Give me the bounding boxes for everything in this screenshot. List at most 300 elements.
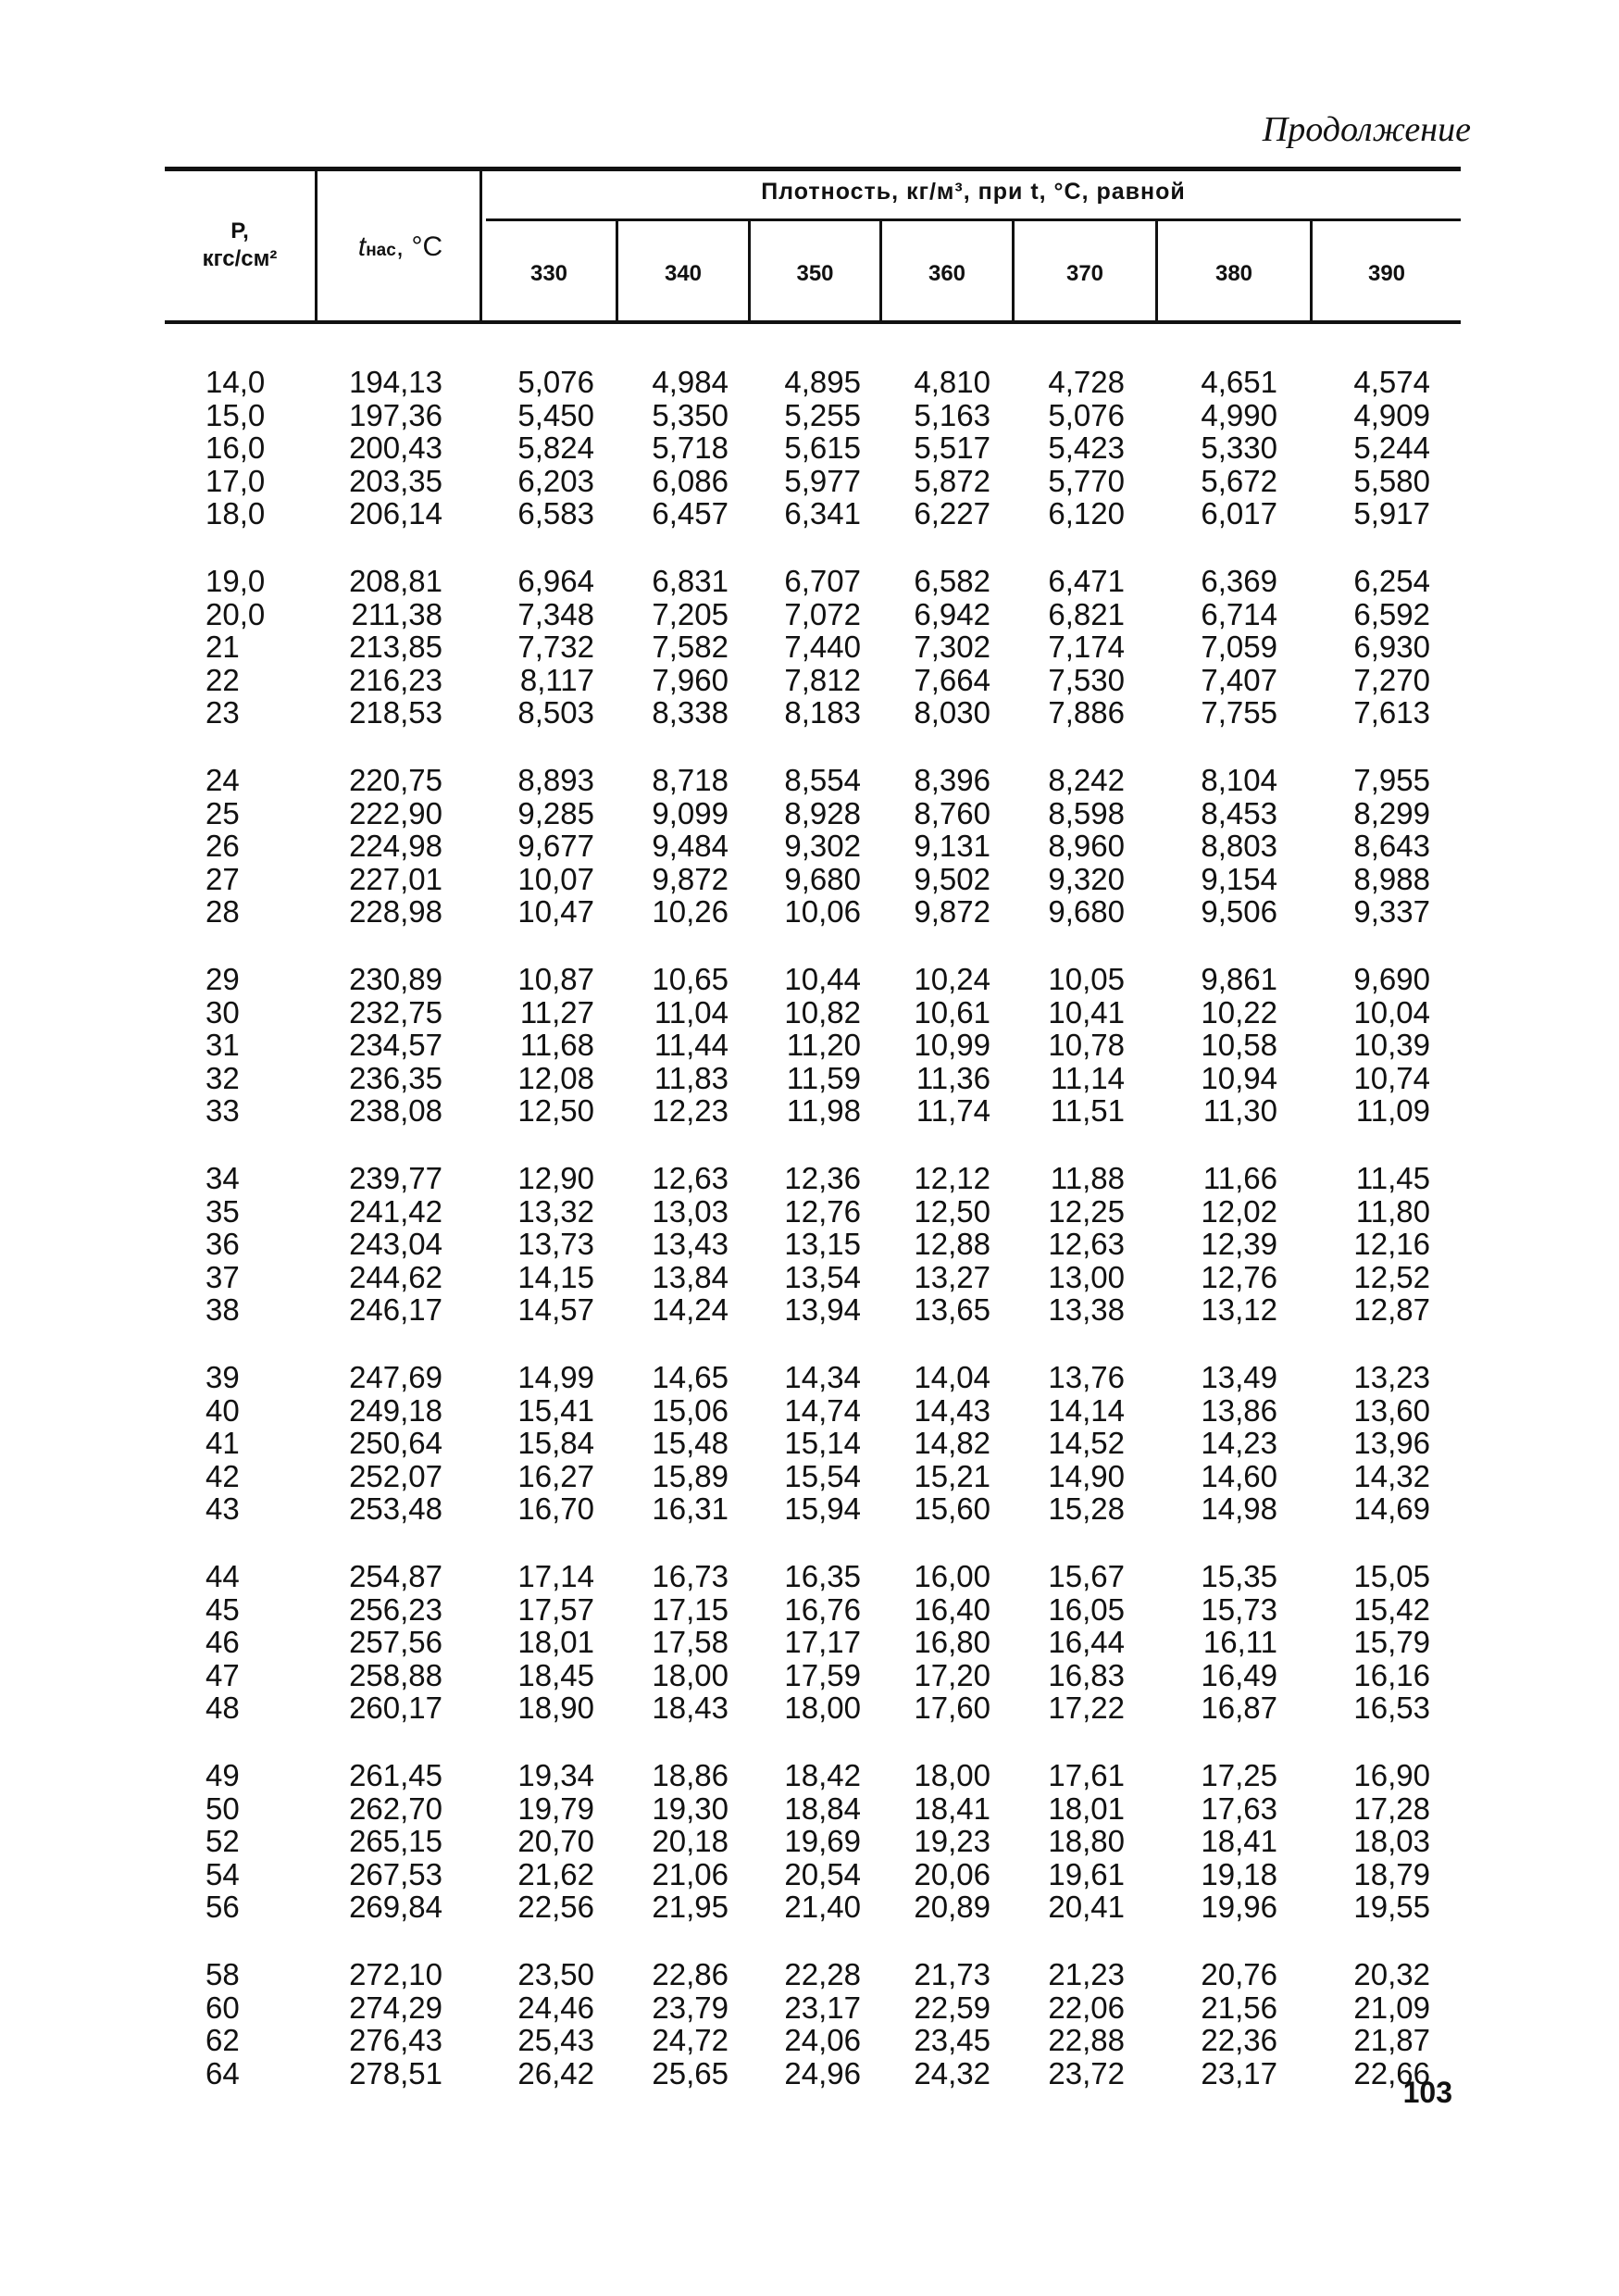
- density-cell: 21,23: [1048, 1957, 1125, 1991]
- density-cell: 5,770: [1048, 463, 1125, 498]
- density-cell: 5,718: [652, 430, 729, 465]
- density-cell: 7,348: [517, 596, 594, 631]
- saturation-temperature-cell: 252,07: [349, 1458, 442, 1493]
- pressure-cell: 46: [205, 1625, 240, 1659]
- density-cell: 13,54: [784, 1259, 861, 1294]
- density-cell: 11,66: [1202, 1161, 1277, 1195]
- density-cell: 17,61: [1048, 1758, 1125, 1792]
- pressure-unit: кгс/см²: [202, 246, 278, 271]
- density-cell: 14,32: [1353, 1458, 1430, 1493]
- density-cell: 18,79: [1353, 1856, 1430, 1891]
- density-cell: 22,86: [652, 1957, 729, 1991]
- pressure-cell: 45: [205, 1591, 240, 1627]
- density-cell: 7,755: [1201, 695, 1277, 730]
- saturation-temperature-cell: 220,75: [349, 763, 442, 797]
- density-cell: 6,583: [517, 496, 594, 530]
- density-cell: 18,42: [784, 1758, 861, 1792]
- density-cell: 24,96: [784, 2055, 861, 2090]
- saturation-temperature-cell: 272,10: [349, 1957, 442, 1991]
- density-cell: 8,030: [914, 695, 990, 730]
- density-cell: 18,01: [517, 1625, 594, 1659]
- density-cell: 4,810: [914, 365, 990, 399]
- pressure-cell: 62: [205, 2023, 240, 2057]
- density-cell: 22,88: [1048, 2023, 1125, 2057]
- saturation-temperature-cell: 227,01: [349, 861, 442, 896]
- density-cell: 12,50: [914, 1193, 990, 1229]
- density-cell: 10,74: [1353, 1060, 1430, 1095]
- density-cell: 12,12: [914, 1161, 990, 1195]
- density-cell: 6,227: [914, 496, 990, 530]
- density-cell: 14,57: [517, 1292, 594, 1327]
- density-cell: 10,99: [914, 1028, 990, 1062]
- density-cell: 18,45: [517, 1657, 594, 1692]
- density-cell: 4,990: [1201, 397, 1277, 432]
- density-cell: 13,23: [1353, 1360, 1430, 1394]
- saturation-temperature-cell: 239,77: [349, 1161, 442, 1195]
- density-cell: 6,120: [1048, 496, 1125, 530]
- density-cell: 15,42: [1353, 1591, 1430, 1627]
- density-cell: 10,94: [1201, 1060, 1277, 1095]
- pressure-cell: 58: [205, 1957, 240, 1991]
- density-cell: 10,04: [1353, 994, 1430, 1029]
- density-cell: 25,43: [517, 2023, 594, 2057]
- density-cell: 22,56: [517, 1890, 594, 1924]
- density-cell: 5,450: [517, 397, 594, 432]
- temperature-header: 330: [529, 261, 568, 286]
- density-cell: 16,80: [914, 1625, 990, 1659]
- density-cell: 14,99: [517, 1360, 594, 1394]
- density-cell: 14,24: [652, 1292, 729, 1327]
- saturation-temperature-cell: 267,53: [349, 1856, 442, 1891]
- density-cell: 18,80: [1048, 1824, 1125, 1858]
- density-cell: 16,90: [1353, 1758, 1430, 1792]
- density-cell: 4,574: [1353, 365, 1430, 399]
- density-cell: 22,59: [914, 1990, 990, 2025]
- temperature-header: 380: [1214, 261, 1253, 286]
- density-cell: 8,183: [784, 695, 861, 730]
- density-cell: 17,28: [1353, 1791, 1430, 1826]
- density-cell: 9,861: [1201, 962, 1277, 996]
- density-cell: 16,40: [914, 1591, 990, 1627]
- density-cell: 8,643: [1353, 829, 1430, 863]
- saturation-temperature-cell: 241,42: [349, 1193, 442, 1229]
- density-cell: 6,964: [517, 564, 594, 598]
- pressure-cell: 50: [205, 1791, 240, 1826]
- density-cell: 8,453: [1201, 795, 1277, 830]
- pressure-cell: 49: [205, 1758, 240, 1792]
- density-cell: 19,69: [784, 1824, 861, 1858]
- saturation-temperature-cell: 200,43: [349, 430, 442, 465]
- density-cell: 19,55: [1353, 1890, 1430, 1924]
- density-cell: 15,54: [784, 1458, 861, 1493]
- density-cell: 14,98: [1201, 1491, 1277, 1526]
- density-cell: 13,15: [784, 1227, 861, 1261]
- density-cell: 11,59: [786, 1060, 861, 1095]
- density-cell: 10,44: [784, 962, 861, 996]
- density-cell: 19,61: [1048, 1856, 1125, 1891]
- density-cell: 19,96: [1201, 1890, 1277, 1924]
- saturation-temperature-cell: 228,98: [349, 894, 442, 929]
- pressure-cell: 44: [205, 1559, 240, 1593]
- density-cell: 13,84: [652, 1259, 729, 1294]
- pressure-cell: 64: [205, 2055, 240, 2090]
- pressure-cell: 42: [205, 1458, 240, 1493]
- saturation-temperature-cell: 194,13: [349, 365, 442, 399]
- density-cell: 23,79: [652, 1990, 729, 2025]
- density-cell: 13,73: [517, 1227, 594, 1261]
- density-cell: 7,072: [784, 596, 861, 631]
- density-cell: 15,89: [652, 1458, 729, 1493]
- pressure-cell: 35: [205, 1193, 240, 1229]
- density-cell: 12,90: [517, 1161, 594, 1195]
- density-cell: 16,73: [652, 1559, 729, 1593]
- density-cell: 23,50: [517, 1957, 594, 1991]
- density-cell: 24,32: [914, 2055, 990, 2090]
- density-cell: 8,893: [517, 763, 594, 797]
- pressure-cell: 19,0: [205, 564, 266, 598]
- density-cell: 5,824: [517, 430, 594, 465]
- density-cell: 23,45: [914, 2023, 990, 2057]
- saturation-temperature-cell: 213,85: [349, 630, 442, 664]
- saturation-temperature-cell: 250,64: [349, 1426, 442, 1460]
- page-number: 103: [1402, 2076, 1452, 2109]
- density-cell: 21,95: [652, 1890, 729, 1924]
- density-cell: 8,803: [1201, 829, 1277, 863]
- density-cell: 8,104: [1201, 763, 1277, 797]
- density-cell: 12,87: [1353, 1292, 1430, 1327]
- density-cell: 13,76: [1048, 1360, 1125, 1394]
- density-cell: 16,35: [784, 1559, 861, 1593]
- density-cell: 18,00: [914, 1758, 990, 1792]
- density-cell: 14,52: [1048, 1426, 1125, 1460]
- density-cell: 12,02: [1201, 1193, 1277, 1229]
- tsat-subscript: нас: [366, 241, 396, 260]
- density-cell: 13,00: [1048, 1259, 1125, 1294]
- density-cell: 5,917: [1353, 496, 1430, 530]
- density-cell: 11,20: [786, 1028, 861, 1062]
- density-cell: 26,42: [517, 2055, 594, 2090]
- density-cell: 12,63: [1048, 1227, 1125, 1261]
- density-cell: 15,41: [517, 1392, 594, 1428]
- density-cell: 18,41: [1201, 1824, 1277, 1858]
- density-cell: 10,26: [652, 894, 729, 929]
- saturation-temperature-cell: 258,88: [349, 1657, 442, 1692]
- pressure-cell: 33: [205, 1093, 240, 1128]
- density-cell: 14,34: [784, 1360, 861, 1394]
- density-cell: 12,88: [914, 1227, 990, 1261]
- pressure-cell: 34: [205, 1161, 240, 1195]
- density-cell: 8,396: [914, 763, 990, 797]
- density-cell: 12,50: [517, 1093, 594, 1128]
- density-cell: 17,20: [914, 1657, 990, 1692]
- density-cell: 16,49: [1201, 1657, 1277, 1692]
- density-cell: 6,821: [1048, 596, 1125, 631]
- density-cell: 24,72: [652, 2023, 729, 2057]
- pressure-cell: 31: [205, 1028, 240, 1062]
- density-cell: 13,65: [914, 1292, 990, 1327]
- density-cell: 7,530: [1048, 662, 1125, 697]
- density-cell: 5,244: [1353, 430, 1430, 465]
- density-cell: 13,03: [652, 1193, 729, 1229]
- density-cell: 16,83: [1048, 1657, 1125, 1692]
- density-cell: 9,320: [1048, 861, 1125, 896]
- saturation-temperature-header: [319, 231, 481, 263]
- density-cell: 8,242: [1048, 763, 1125, 797]
- density-cell: 18,86: [652, 1758, 729, 1792]
- pressure-cell: 26: [205, 829, 240, 863]
- density-cell: 6,471: [1048, 564, 1125, 598]
- density-cell: 14,60: [1201, 1458, 1277, 1493]
- density-cell: 17,63: [1201, 1791, 1277, 1826]
- density-cell: 10,22: [1201, 994, 1277, 1029]
- density-cell: 24,06: [784, 2023, 861, 2057]
- pressure-cell: 18,0: [205, 496, 266, 530]
- density-cell: 7,440: [784, 630, 861, 664]
- density-cell: 5,350: [652, 397, 729, 432]
- saturation-temperature-cell: 249,18: [349, 1392, 442, 1428]
- pressure-cell: 56: [205, 1890, 240, 1924]
- saturation-temperature-cell: 218,53: [349, 695, 442, 730]
- density-cell: 6,017: [1201, 496, 1277, 530]
- density-cell: 6,831: [652, 564, 729, 598]
- density-cell: 5,330: [1201, 430, 1277, 465]
- density-cell: 21,73: [914, 1957, 990, 1991]
- pressure-cell: 36: [205, 1227, 240, 1261]
- density-cell: 10,47: [517, 894, 594, 929]
- density-cell: 11,09: [1355, 1093, 1430, 1128]
- density-cell: 8,503: [517, 695, 594, 730]
- density-cell: 20,18: [652, 1824, 729, 1858]
- density-cell: 15,21: [914, 1458, 990, 1493]
- density-cell: 12,39: [1201, 1227, 1277, 1261]
- density-cell: 9,131: [914, 829, 990, 863]
- density-cell: 21,06: [652, 1856, 729, 1891]
- density-cell: 7,812: [784, 662, 861, 697]
- density-cell: 7,270: [1353, 662, 1430, 697]
- pressure-cell: 23: [205, 695, 240, 730]
- density-cell: 10,41: [1048, 994, 1125, 1029]
- density-cell: 12,63: [652, 1161, 729, 1195]
- density-cell: 5,423: [1048, 430, 1125, 465]
- density-cell: 19,23: [914, 1824, 990, 1858]
- pressure-cell: 29: [205, 962, 240, 996]
- density-cell: 17,58: [652, 1625, 729, 1659]
- column-divider: [315, 171, 318, 321]
- density-cell: 21,87: [1353, 2023, 1430, 2057]
- density-cell: 9,099: [652, 795, 729, 830]
- density-cell: 11,68: [519, 1028, 594, 1062]
- density-cell: 9,302: [784, 829, 861, 863]
- pressure-cell: 32: [205, 1060, 240, 1095]
- density-cell: 23,72: [1048, 2055, 1125, 2090]
- density-cell: 6,341: [784, 496, 861, 530]
- density-cell: 10,61: [914, 994, 990, 1029]
- density-cell: 6,930: [1353, 630, 1430, 664]
- density-cell: 7,407: [1201, 662, 1277, 697]
- pressure-cell: 60: [205, 1990, 240, 2025]
- pressure-cell: 21: [205, 630, 240, 664]
- density-cell: 11,44: [654, 1028, 729, 1062]
- pressure-cell: 40: [205, 1392, 240, 1428]
- density-cell: 16,87: [1201, 1691, 1277, 1725]
- density-cell: 18,90: [517, 1691, 594, 1725]
- density-cell: 4,909: [1353, 397, 1430, 432]
- density-cell: 21,40: [784, 1890, 861, 1924]
- pressure-cell: 30: [205, 994, 240, 1029]
- density-cell: 12,76: [1201, 1259, 1277, 1294]
- density-cell: 11,74: [915, 1093, 990, 1128]
- density-cell: 15,06: [652, 1392, 729, 1428]
- pressure-cell: 28: [205, 894, 240, 929]
- density-cell: 20,76: [1201, 1957, 1277, 1991]
- density-cell: 7,174: [1048, 630, 1125, 664]
- density-cell: 9,337: [1353, 894, 1430, 929]
- density-cell: 9,502: [914, 861, 990, 896]
- pressure-header: [165, 218, 315, 273]
- density-cell: 13,27: [914, 1259, 990, 1294]
- density-cell: 11,45: [1355, 1161, 1430, 1195]
- density-cell: 8,299: [1353, 795, 1430, 830]
- density-cell: 22,66: [1353, 2055, 1430, 2090]
- density-cell: 15,73: [1201, 1591, 1277, 1627]
- pressure-cell: 43: [205, 1491, 240, 1526]
- density-cell: 11,14: [1050, 1060, 1125, 1095]
- density-cell: 12,52: [1353, 1259, 1430, 1294]
- density-cell: 11,80: [1355, 1193, 1430, 1229]
- saturation-temperature-cell: 262,70: [349, 1791, 442, 1826]
- tsat-symbol: t: [357, 231, 367, 262]
- density-cell: 11,04: [654, 994, 729, 1029]
- density-cell: 18,01: [1048, 1791, 1125, 1826]
- pressure-cell: 48: [205, 1691, 240, 1725]
- density-cell: 6,457: [652, 496, 729, 530]
- density-cell: 9,506: [1201, 894, 1277, 929]
- density-cell: 17,22: [1048, 1691, 1125, 1725]
- density-cell: 13,38: [1048, 1292, 1125, 1327]
- pressure-cell: 52: [205, 1824, 240, 1858]
- saturation-temperature-cell: 216,23: [349, 662, 442, 697]
- density-cell: 14,69: [1353, 1491, 1430, 1526]
- saturation-temperature-cell: 257,56: [349, 1625, 442, 1659]
- density-cell: 12,25: [1048, 1193, 1125, 1229]
- density-cell: 7,886: [1048, 695, 1125, 730]
- saturation-temperature-cell: 234,57: [349, 1028, 442, 1062]
- density-cell: 16,53: [1353, 1691, 1430, 1725]
- density-cell: 23,17: [1201, 2055, 1277, 2090]
- saturation-temperature-cell: 232,75: [349, 994, 442, 1029]
- density-cell: 20,54: [784, 1856, 861, 1891]
- density-cell: 21,62: [517, 1856, 594, 1891]
- saturation-temperature-cell: 243,04: [349, 1227, 442, 1261]
- density-cell: 24,46: [517, 1990, 594, 2025]
- density-cell: 6,086: [652, 463, 729, 498]
- density-cell: 7,955: [1353, 763, 1430, 797]
- density-cell: 16,70: [517, 1491, 594, 1526]
- density-cell: 25,65: [652, 2055, 729, 2090]
- density-cell: 11,88: [1050, 1161, 1125, 1195]
- density-cell: 10,65: [652, 962, 729, 996]
- density-cell: 18,00: [652, 1657, 729, 1692]
- density-cell: 7,732: [517, 630, 594, 664]
- density-cell: 18,03: [1353, 1824, 1430, 1858]
- density-cell: 17,60: [914, 1691, 990, 1725]
- density-group-header: Плотность, кг/м³, при t, °С, равной: [761, 179, 1186, 205]
- density-cell: 17,59: [784, 1657, 861, 1692]
- density-cell: 5,872: [914, 463, 990, 498]
- saturation-temperature-cell: 253,48: [349, 1491, 442, 1526]
- density-cell: 15,05: [1353, 1559, 1430, 1593]
- density-cell: 17,25: [1201, 1758, 1277, 1792]
- density-cell: 5,580: [1353, 463, 1430, 498]
- density-cell: 4,651: [1201, 365, 1277, 399]
- temperature-header: 350: [796, 261, 834, 286]
- pressure-cell: 39: [205, 1360, 240, 1394]
- density-cell: 4,728: [1048, 365, 1125, 399]
- density-cell: 9,690: [1353, 962, 1430, 996]
- density-cell: 5,255: [784, 397, 861, 432]
- density-cell: 8,117: [519, 662, 594, 697]
- density-cell: 12,23: [652, 1093, 729, 1128]
- density-cell: 13,96: [1353, 1426, 1430, 1460]
- pressure-cell: 24: [205, 763, 240, 797]
- table-header-bottom-rule: [165, 320, 1461, 324]
- continuation-label: Продолжение: [1262, 110, 1471, 149]
- density-cell: 22,28: [784, 1957, 861, 1991]
- density-cell: 13,12: [1201, 1292, 1277, 1327]
- density-cell: 6,592: [1353, 596, 1430, 631]
- density-cell: 5,672: [1201, 463, 1277, 498]
- pressure-symbol: P,: [230, 218, 249, 243]
- density-cell: 5,977: [784, 463, 861, 498]
- density-cell: 12,08: [517, 1060, 594, 1095]
- density-cell: 5,076: [517, 365, 594, 399]
- density-cell: 11,36: [915, 1060, 990, 1095]
- density-cell: 9,285: [517, 795, 594, 830]
- pressure-cell: 38: [205, 1292, 240, 1327]
- density-cell: 9,154: [1201, 861, 1277, 896]
- density-cell: 8,960: [1048, 829, 1125, 863]
- density-cell: 13,94: [784, 1292, 861, 1327]
- temperature-header: 360: [928, 261, 966, 286]
- density-cell: 13,32: [517, 1193, 594, 1229]
- density-cell: 8,598: [1048, 795, 1125, 830]
- density-cell: 19,34: [517, 1758, 594, 1792]
- pressure-cell: 14,0: [205, 365, 266, 399]
- density-cell: 6,254: [1353, 564, 1430, 598]
- density-cell: 14,65: [652, 1360, 729, 1394]
- density-cell: 23,17: [784, 1990, 861, 2025]
- density-cell: 15,28: [1048, 1491, 1125, 1526]
- density-cell: 12,16: [1353, 1227, 1430, 1261]
- density-cell: 17,17: [784, 1625, 861, 1659]
- density-cell: 17,15: [652, 1591, 729, 1627]
- density-cell: 10,78: [1048, 1028, 1125, 1062]
- density-cell: 16,31: [652, 1491, 729, 1526]
- density-cell: 10,39: [1353, 1028, 1430, 1062]
- pressure-cell: 22: [205, 662, 240, 697]
- pressure-cell: 37: [205, 1259, 240, 1294]
- density-cell: 5,615: [784, 430, 861, 465]
- saturation-temperature-cell: 206,14: [349, 496, 442, 530]
- density-cell: 10,82: [784, 994, 861, 1029]
- density-cell: 9,680: [784, 861, 861, 896]
- density-cell: 18,00: [784, 1691, 861, 1725]
- density-cell: 16,11: [1202, 1625, 1277, 1659]
- density-cell: 4,984: [652, 365, 729, 399]
- density-cell: 4,895: [784, 365, 861, 399]
- density-cell: 20,70: [517, 1824, 594, 1858]
- temperature-header: 390: [1367, 261, 1406, 286]
